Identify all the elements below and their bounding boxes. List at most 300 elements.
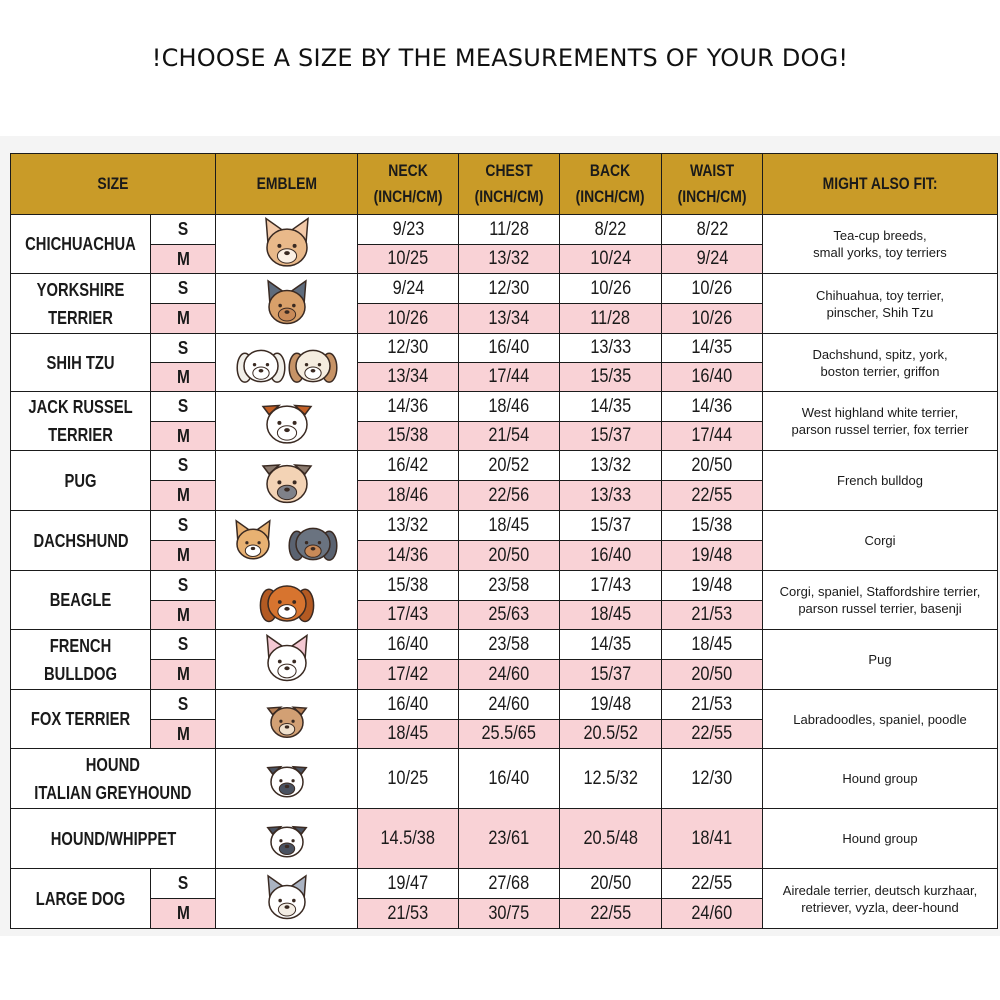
waist-value-text: 10/26 bbox=[691, 277, 733, 299]
waist-value-text: 22/55 bbox=[691, 484, 733, 506]
husky-face-icon bbox=[217, 870, 357, 928]
back-value-text: 20.5/48 bbox=[583, 827, 638, 849]
neck-value bbox=[357, 480, 459, 511]
breed-emblem bbox=[215, 333, 358, 392]
waist-value bbox=[661, 719, 763, 749]
neck-value bbox=[357, 214, 459, 245]
waist-value-text: 22/55 bbox=[691, 872, 733, 894]
back-value bbox=[559, 450, 662, 481]
back-value bbox=[559, 391, 662, 422]
header-waist-line: WAIST bbox=[689, 161, 735, 180]
breed-name bbox=[10, 629, 151, 690]
breed-name bbox=[10, 689, 151, 749]
header-might-also-fit bbox=[762, 153, 998, 215]
breed-name-line: YORKSHIRE bbox=[36, 279, 125, 300]
size-label-text: M bbox=[176, 903, 190, 923]
neck-value bbox=[357, 362, 459, 392]
waist-value-text: 16/40 bbox=[691, 366, 733, 387]
neck-value bbox=[357, 570, 459, 601]
breed-name-label bbox=[43, 586, 118, 614]
might-also-fit-text bbox=[791, 404, 968, 438]
fit-line: Tea-cup breeds, bbox=[833, 228, 927, 243]
chest-value bbox=[458, 570, 560, 601]
header-neck-label bbox=[366, 158, 450, 210]
breed-name bbox=[10, 510, 151, 571]
size-label bbox=[150, 391, 216, 422]
waist-value bbox=[661, 659, 763, 690]
back-value-text: 10/24 bbox=[590, 248, 631, 269]
breed-name-line: JACK RUSSEL bbox=[28, 397, 133, 417]
waist-value-text: 18/41 bbox=[691, 827, 733, 849]
waist-value bbox=[661, 600, 763, 630]
chest-value bbox=[458, 450, 560, 481]
waist-value-text: 20/50 bbox=[691, 663, 733, 685]
waist-value bbox=[661, 570, 763, 601]
chest-value-text: 17/44 bbox=[488, 366, 530, 387]
neck-value-text: 16/40 bbox=[387, 633, 429, 655]
chest-value bbox=[458, 214, 560, 245]
size-label bbox=[150, 303, 216, 334]
size-label-text: S bbox=[177, 337, 189, 358]
back-value-text: 20.5/52 bbox=[583, 723, 638, 744]
waist-value bbox=[661, 689, 763, 720]
back-value bbox=[559, 244, 662, 274]
fit-line: French bulldog bbox=[837, 473, 923, 488]
back-value-text: 16/40 bbox=[590, 544, 631, 566]
might-also-fit-text bbox=[780, 583, 981, 617]
chest-value-text: 25.5/65 bbox=[481, 723, 537, 744]
back-value-text: 12.5/32 bbox=[583, 767, 638, 789]
neck-value-text: 19/47 bbox=[387, 872, 429, 894]
size-label bbox=[150, 510, 216, 541]
neck-value bbox=[357, 391, 459, 422]
chest-value bbox=[458, 600, 560, 630]
chest-value-text: 23/61 bbox=[488, 827, 530, 849]
breed-name-label bbox=[26, 885, 135, 913]
waist-value-text: 17/44 bbox=[691, 425, 733, 446]
french-bulldog-face-icon bbox=[217, 631, 357, 689]
chest-value bbox=[458, 421, 560, 451]
might-also-fit bbox=[762, 629, 998, 690]
header-neck-line: NECK bbox=[388, 161, 428, 180]
size-label-text: M bbox=[176, 723, 190, 744]
size-label bbox=[150, 600, 216, 630]
waist-value bbox=[661, 421, 763, 451]
neck-value bbox=[357, 333, 459, 363]
neck-value-text: 13/32 bbox=[387, 514, 429, 536]
fit-line: parson russel terrier, basenji bbox=[798, 601, 962, 616]
neck-value-text: 9/23 bbox=[392, 218, 424, 240]
back-value-text: 13/32 bbox=[590, 454, 631, 476]
might-also-fit bbox=[762, 689, 998, 749]
chest-value bbox=[458, 303, 560, 334]
back-value-text: 18/45 bbox=[590, 604, 631, 625]
size-label-text: S bbox=[177, 278, 189, 298]
neck-value bbox=[357, 748, 459, 809]
might-also-fit bbox=[762, 510, 998, 571]
neck-value bbox=[357, 244, 459, 274]
size-label bbox=[150, 898, 216, 929]
neck-value bbox=[357, 898, 459, 929]
breed-name-label bbox=[13, 230, 148, 258]
neck-value-text: 14.5/38 bbox=[380, 827, 436, 849]
size-label-text: M bbox=[176, 545, 190, 565]
back-value-text: 15/37 bbox=[590, 514, 631, 536]
size-label-text: S bbox=[177, 515, 189, 535]
chest-value bbox=[458, 689, 560, 720]
fit-line: Dachshund, spitz, york, bbox=[812, 346, 948, 362]
chest-value bbox=[458, 719, 560, 749]
breed-emblem bbox=[215, 214, 358, 274]
might-also-fit bbox=[762, 868, 998, 929]
neck-value-text: 14/36 bbox=[387, 395, 429, 417]
waist-value bbox=[661, 629, 763, 660]
might-also-fit bbox=[762, 391, 998, 451]
neck-value-text: 15/38 bbox=[387, 425, 429, 446]
might-also-fit-text bbox=[842, 830, 917, 847]
header-neck-line: (INCH/CM) bbox=[373, 187, 443, 206]
size-label bbox=[150, 868, 216, 899]
size-label-text: S bbox=[177, 219, 189, 239]
neck-value bbox=[357, 659, 459, 690]
beagle-face-icon bbox=[217, 572, 357, 629]
size-label-text: M bbox=[176, 366, 190, 387]
chest-value bbox=[458, 510, 560, 541]
neck-value bbox=[357, 450, 459, 481]
chest-value-text: 23/58 bbox=[488, 633, 530, 655]
waist-value bbox=[661, 540, 763, 571]
fit-line: Corgi, spaniel, Staffordshire terrier, bbox=[779, 584, 981, 599]
pug-face-icon bbox=[217, 452, 357, 510]
dachshund-corgi-faces-icon bbox=[217, 512, 357, 570]
chest-value-text: 13/32 bbox=[488, 248, 530, 269]
might-also-fit bbox=[762, 333, 998, 392]
chest-value-text: 21/54 bbox=[488, 425, 530, 446]
neck-value-text: 12/30 bbox=[387, 337, 429, 358]
breed-name-label bbox=[39, 349, 122, 377]
waist-value bbox=[661, 214, 763, 245]
chest-value bbox=[458, 362, 560, 392]
waist-value bbox=[661, 391, 763, 422]
neck-value-text: 16/42 bbox=[387, 454, 429, 476]
neck-value bbox=[357, 600, 459, 630]
fit-line: West highland white terrier, bbox=[801, 405, 959, 420]
fit-line: Chihuahua, toy terrier, bbox=[816, 287, 944, 303]
breed-emblem bbox=[215, 689, 358, 749]
waist-value bbox=[661, 362, 763, 392]
waist-value-text: 19/48 bbox=[691, 574, 733, 596]
neck-value-text: 17/43 bbox=[387, 604, 429, 625]
waist-value bbox=[661, 748, 763, 809]
breed-name-label bbox=[20, 705, 141, 733]
neck-value bbox=[357, 689, 459, 720]
neck-value bbox=[357, 629, 459, 660]
header-back-line: BACK bbox=[590, 161, 631, 180]
back-value-text: 15/35 bbox=[590, 366, 631, 387]
size-label-text: S bbox=[177, 873, 189, 893]
size-label bbox=[150, 629, 216, 660]
size-label bbox=[150, 421, 216, 451]
breed-name bbox=[10, 808, 216, 869]
neck-value bbox=[357, 303, 459, 334]
breed-name-line: FRENCH BULLDOG bbox=[44, 635, 117, 684]
chest-value-text: 18/45 bbox=[488, 514, 530, 536]
fit-line: Airedale terrier, deutsch kurzhaar, bbox=[782, 882, 978, 898]
might-also-fit-text bbox=[816, 287, 944, 321]
size-label-text: S bbox=[177, 455, 189, 475]
breed-emblem bbox=[215, 808, 358, 869]
fit-line: boston terrier, griffon bbox=[820, 363, 940, 379]
breed-name-line: BEAGLE bbox=[49, 590, 112, 610]
size-label bbox=[150, 333, 216, 363]
shih-tzu-faces-icon bbox=[217, 335, 357, 391]
back-value bbox=[559, 748, 662, 809]
yorkshire-terrier-face-icon bbox=[217, 275, 357, 333]
breed-name-line: LARGE DOG bbox=[35, 888, 126, 909]
breed-name-line: ITALIAN GREYHOUND bbox=[34, 782, 192, 803]
size-label-text: M bbox=[176, 664, 190, 684]
waist-value-text: 21/53 bbox=[691, 604, 733, 625]
breed-name bbox=[10, 214, 151, 274]
size-label bbox=[150, 480, 216, 511]
back-value bbox=[559, 868, 662, 899]
header-chest-line: CHEST bbox=[485, 161, 533, 180]
size-label bbox=[150, 244, 216, 274]
waist-value-text: 21/53 bbox=[691, 693, 733, 715]
header-emblem bbox=[215, 153, 358, 215]
back-value bbox=[559, 303, 662, 334]
header-waist-line: (INCH/CM) bbox=[677, 187, 747, 206]
size-label bbox=[150, 273, 216, 304]
might-also-fit-text bbox=[783, 882, 977, 916]
back-value-text: 14/35 bbox=[590, 395, 631, 417]
chest-value-text: 12/30 bbox=[488, 277, 530, 299]
chihuahua-face-icon bbox=[217, 216, 357, 273]
breed-name-line: TERRIER bbox=[48, 307, 113, 328]
breed-emblem bbox=[215, 450, 358, 511]
chest-value bbox=[458, 629, 560, 660]
back-value bbox=[559, 600, 662, 630]
header-chest bbox=[458, 153, 560, 215]
chest-value bbox=[458, 244, 560, 274]
fit-line: small yorks, toy terriers bbox=[813, 245, 947, 260]
neck-value-text: 21/53 bbox=[387, 902, 429, 924]
waist-value-text: 14/36 bbox=[691, 395, 733, 417]
chest-value-text: 20/50 bbox=[488, 544, 530, 566]
neck-value-text: 10/25 bbox=[387, 248, 429, 269]
header-fit-label: MIGHT ALSO FIT: bbox=[822, 174, 938, 193]
back-value bbox=[559, 421, 662, 451]
header-size-label: SIZE bbox=[97, 174, 129, 193]
size-label-text: M bbox=[176, 485, 190, 505]
chest-value-text: 13/34 bbox=[488, 307, 530, 329]
jack-russell-face-icon bbox=[217, 393, 357, 450]
back-value bbox=[559, 214, 662, 245]
breed-name-label bbox=[61, 467, 100, 495]
neck-value-text: 16/40 bbox=[387, 693, 429, 715]
header-back bbox=[559, 153, 662, 215]
size-label bbox=[150, 659, 216, 690]
breed-name-label bbox=[27, 276, 134, 332]
size-label bbox=[150, 540, 216, 571]
neck-value-text: 14/36 bbox=[387, 544, 429, 566]
waist-value bbox=[661, 273, 763, 304]
back-value bbox=[559, 808, 662, 869]
chest-value bbox=[458, 273, 560, 304]
back-value bbox=[559, 659, 662, 690]
chest-value bbox=[458, 333, 560, 363]
breed-name-line: FOX TERRIER bbox=[30, 709, 131, 729]
size-label bbox=[150, 689, 216, 720]
waist-value-text: 12/30 bbox=[691, 767, 733, 789]
waist-value bbox=[661, 510, 763, 541]
chest-value bbox=[458, 659, 560, 690]
chest-value-text: 24/60 bbox=[488, 693, 530, 715]
waist-value-text: 9/24 bbox=[696, 248, 728, 269]
waist-value-text: 10/26 bbox=[691, 307, 733, 329]
might-also-fit-text bbox=[864, 532, 895, 549]
fit-line: Corgi bbox=[864, 533, 896, 548]
breed-name bbox=[10, 391, 151, 451]
breed-name-line: HOUND bbox=[85, 754, 141, 775]
breed-name-line: SHIH TZU bbox=[46, 352, 115, 373]
neck-value-text: 15/38 bbox=[387, 574, 429, 596]
breed-name-line: CHICHUACHUA bbox=[25, 234, 136, 254]
header-waist bbox=[661, 153, 763, 215]
waist-value-text: 22/55 bbox=[691, 723, 733, 744]
neck-value-text: 9/24 bbox=[392, 277, 424, 299]
breed-name bbox=[10, 333, 151, 392]
might-also-fit bbox=[762, 808, 998, 869]
size-label bbox=[150, 450, 216, 481]
might-also-fit bbox=[762, 570, 998, 630]
fit-line: pinscher, Shih Tzu bbox=[826, 304, 934, 320]
size-label bbox=[150, 719, 216, 749]
waist-value-text: 15/38 bbox=[691, 514, 733, 536]
fit-line: Pug bbox=[868, 652, 892, 667]
header-emblem-label: EMBLEM bbox=[256, 174, 317, 193]
back-value-text: 8/22 bbox=[594, 218, 627, 240]
page-title: !CHOOSE A SIZE BY THE MEASUREMENTS OF YOUR DOG! bbox=[151, 44, 849, 72]
size-label bbox=[150, 214, 216, 245]
back-value bbox=[559, 689, 662, 720]
chest-value-text: 11/28 bbox=[489, 218, 529, 240]
breed-emblem bbox=[215, 570, 358, 630]
back-value-text: 13/33 bbox=[590, 337, 631, 358]
back-value bbox=[559, 540, 662, 571]
chest-value-text: 25/63 bbox=[488, 604, 530, 625]
fit-line: parson russel terrier, fox terrier bbox=[791, 422, 969, 437]
size-label-text: S bbox=[177, 396, 189, 416]
breed-name-label bbox=[17, 393, 144, 449]
back-value bbox=[559, 480, 662, 511]
chest-value-text: 30/75 bbox=[488, 902, 530, 924]
header-back-label bbox=[568, 158, 652, 210]
size-label-text: M bbox=[176, 604, 190, 625]
might-also-fit-text bbox=[842, 770, 917, 787]
breed-name-label bbox=[11, 632, 150, 688]
breed-name bbox=[10, 570, 151, 630]
breed-name bbox=[10, 450, 151, 511]
waist-value bbox=[661, 244, 763, 274]
chest-value bbox=[458, 748, 560, 809]
back-value bbox=[559, 333, 662, 363]
breed-name bbox=[10, 273, 151, 334]
header-back-line: (INCH/CM) bbox=[576, 187, 645, 206]
breed-emblem bbox=[215, 273, 358, 334]
back-value-text: 22/55 bbox=[590, 902, 631, 924]
chest-value-text: 27/68 bbox=[488, 872, 530, 894]
breed-name-line: HOUND/WHIPPET bbox=[50, 828, 176, 849]
waist-value-text: 8/22 bbox=[696, 218, 728, 240]
size-label-text: M bbox=[176, 308, 190, 328]
chest-value bbox=[458, 898, 560, 929]
header-chest-line: (INCH/CM) bbox=[474, 187, 544, 206]
back-value bbox=[559, 898, 662, 929]
breed-name bbox=[10, 868, 151, 929]
neck-value bbox=[357, 510, 459, 541]
waist-value-text: 19/48 bbox=[691, 544, 733, 566]
chest-value bbox=[458, 808, 560, 869]
waist-value bbox=[661, 808, 763, 869]
neck-value bbox=[357, 421, 459, 451]
chest-value-text: 16/40 bbox=[488, 767, 530, 789]
neck-value bbox=[357, 808, 459, 869]
might-also-fit-text bbox=[868, 651, 891, 668]
chest-value-text: 23/58 bbox=[488, 574, 530, 596]
header-chest-label bbox=[467, 158, 551, 210]
waist-value bbox=[661, 303, 763, 334]
breed-emblem bbox=[215, 391, 358, 451]
waist-value-text: 24/60 bbox=[691, 902, 733, 924]
neck-value bbox=[357, 719, 459, 749]
back-value bbox=[559, 510, 662, 541]
neck-value-text: 13/34 bbox=[387, 366, 429, 387]
neck-value-text: 18/45 bbox=[387, 723, 429, 744]
waist-value-text: 14/35 bbox=[691, 337, 733, 358]
breed-name-label bbox=[17, 751, 209, 807]
back-value bbox=[559, 570, 662, 601]
breed-name-label bbox=[37, 825, 190, 853]
size-label-text: M bbox=[176, 248, 190, 269]
size-label-text: S bbox=[177, 634, 189, 654]
back-value bbox=[559, 629, 662, 660]
fox-terrier-face-icon bbox=[217, 691, 357, 748]
size-label-text: S bbox=[177, 575, 189, 595]
back-value-text: 10/26 bbox=[590, 277, 631, 299]
waist-value bbox=[661, 333, 763, 363]
back-value bbox=[559, 362, 662, 392]
back-value-text: 14/35 bbox=[590, 633, 631, 655]
waist-value bbox=[661, 898, 763, 929]
might-also-fit-text bbox=[813, 227, 947, 261]
breed-emblem bbox=[215, 629, 358, 690]
neck-value bbox=[357, 540, 459, 571]
waist-value bbox=[661, 480, 763, 511]
size-label-text: S bbox=[177, 694, 189, 714]
chest-value-text: 22/56 bbox=[488, 484, 530, 506]
might-also-fit bbox=[762, 273, 998, 334]
neck-value bbox=[357, 868, 459, 899]
chest-value-text: 18/46 bbox=[488, 395, 530, 417]
breed-name-line: TERRIER bbox=[48, 425, 113, 445]
might-also-fit bbox=[762, 214, 998, 274]
neck-value bbox=[357, 273, 459, 304]
back-value-text: 13/33 bbox=[590, 484, 631, 506]
whippet-face-icon bbox=[217, 810, 357, 868]
chest-value-text: 20/52 bbox=[488, 454, 530, 476]
might-also-fit bbox=[762, 748, 998, 809]
